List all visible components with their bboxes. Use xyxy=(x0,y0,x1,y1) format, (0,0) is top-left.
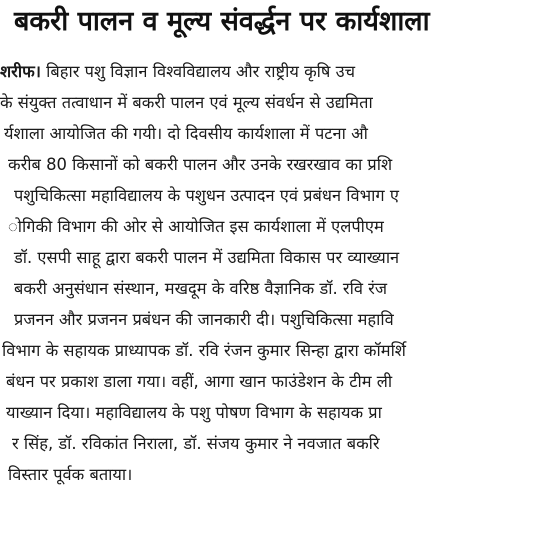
article-line: के संयुक्त तत्वाधान में बकरी पालन एवं मूल्य संवर्धन से उद्यमिता xyxy=(0,93,373,112)
article-line: करीब 80 किसानों को बकरी पालन और उनके रखरखाव का प्रशि xyxy=(8,155,393,174)
article-line: पशुचिकित्सा महाविद्यालय के पशुधन उत्पादन एवं प्रबंधन विभाग ए xyxy=(14,186,399,205)
article-body xyxy=(0,56,560,490)
article-line xyxy=(0,56,560,87)
article-line: प्रजनन और प्रजनन प्रबंधन की जानकारी दी। पशुचिकित्सा महावि xyxy=(14,310,394,329)
article-line: याख्यान दिया। महाविद्यालय के पशु पोषण विभाग के सहायक प्रा xyxy=(6,403,382,422)
dateline: शरीफ। xyxy=(0,62,41,81)
article-line: र सिंह, डॉ. रविकांत निराला, डॉ. संजय कुमार ने नवजात बकरि xyxy=(12,434,380,453)
article-line: विस्तार पूर्वक बताया। xyxy=(8,465,133,484)
article-line-text: बिहार पशु विज्ञान विश्वविद्यालय और राष्ट्रीय कृषि उच xyxy=(40,62,355,81)
article-line: बंधन पर प्रकाश डाला गया। वहीं, आगा खान फाउंडेशन के टीम ली xyxy=(6,372,393,391)
article-line: बकरी अनुसंधान संस्थान, मखदूम के वरिष्ठ वैज्ञानिक डॉ. रवि रंज xyxy=(14,279,388,298)
headline: बकरी पालन व मूल्य संवर्द्धन पर कार्यशाला xyxy=(14,6,430,37)
article-line: विभाग के सहायक प्राध्यापक डॉ. रवि रंजन कुमार सिन्हा द्वारा कॉमर्शि xyxy=(2,341,406,360)
article-line: र्यशाला आयोजित की गयी। दो दिवसीय कार्यशाला में पटना औ xyxy=(4,124,368,143)
article-line: ोगिकी विभाग की ओर से आयोजित इस कार्यशाला में एलपीएम xyxy=(8,217,384,236)
article-line: डॉ. एसपी साहू द्वारा बकरी पालन में उद्यमिता विकास पर व्याख्यान xyxy=(14,248,400,267)
